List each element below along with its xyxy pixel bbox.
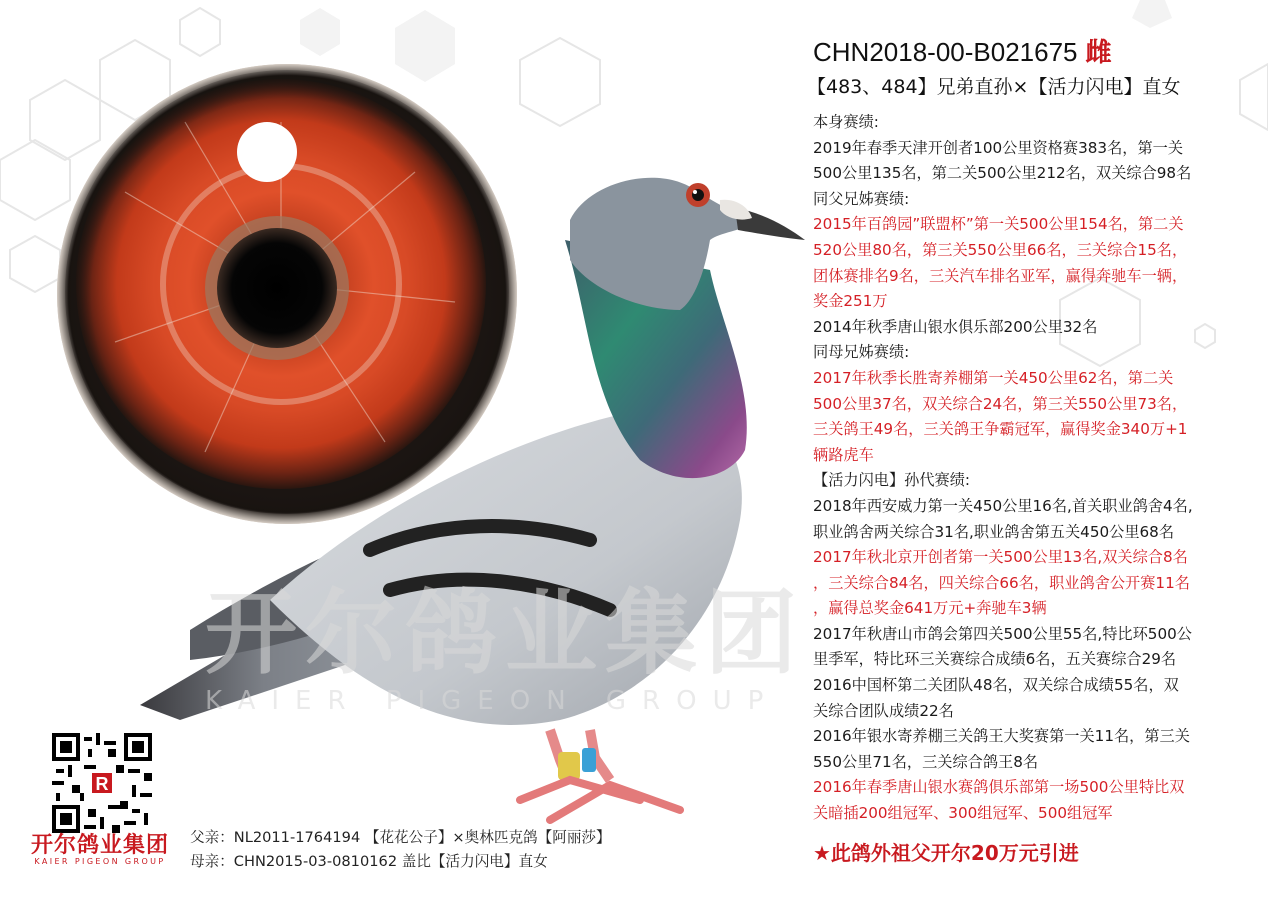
brand-name-en: KAIER PIGEON GROUP xyxy=(34,857,166,866)
info-panel xyxy=(807,34,1253,866)
record-line: ，三关综合84名，四关综合66名，职业鸽舍公开赛11名 xyxy=(813,573,1190,592)
record-line: 500公里135名，第二关500公里212名，双关综合98名 xyxy=(813,164,1192,183)
brand-name-cn: 开尔鸽业集团 xyxy=(30,833,169,858)
record-line: 520公里80名，第三关550公里66名，三关综合15名， xyxy=(813,240,1188,259)
record-line: 三关鸽王49名，三关鸽王争霸冠军，赢得奖金340万+1 xyxy=(813,420,1188,439)
pedigree-parents xyxy=(190,826,611,874)
record-line: 2016年银水寄养棚三关鸽王大奖赛第一关11名，第三关 xyxy=(813,727,1190,746)
record-line: 同父兄姊赛绩: xyxy=(813,189,910,208)
record-line: 500公里37名，双关综合24名，第三关550公里73名， xyxy=(813,394,1188,413)
record-line: 2017年秋季长胜寄养棚第一关450公里62名，第二关 xyxy=(813,368,1174,387)
record-line: 团体赛排名9名，三关汽车排名亚军，赢得奔驰车一辆， xyxy=(813,266,1188,285)
record-line: 职业鸽舍两关综合31名,职业鸽舍第五关450公里68名 xyxy=(813,522,1175,541)
lineage-subtitle: 【483、484】兄弟直孙×【活力闪电】直女 xyxy=(807,76,1181,98)
record-line: 2018年西安威力第一关450公里16名,首关职业鸽舍4名, xyxy=(813,496,1193,515)
record-line: 本身赛绩: xyxy=(813,113,879,131)
ring-number-line xyxy=(813,34,1253,70)
record-line: 2016年春季唐山银水赛鸽俱乐部第一场500公里特比双 xyxy=(813,778,1185,797)
record-line: 2019年春季天津开创者100公里资格赛383名，第一关 xyxy=(813,138,1184,157)
purchase-footnote: ★此鸽外祖父开尔20万元引进 xyxy=(813,840,1079,865)
record-line: 2017年秋北京开创者第一关500公里13名,双关综合8名 xyxy=(813,548,1188,567)
record-line: 关综合团队成绩22名 xyxy=(813,701,954,720)
qr-code xyxy=(52,733,152,833)
record-line: ，赢得总奖金641万元+奔驰车3辆 xyxy=(813,599,1047,618)
record-line: 同母兄姊赛绩: xyxy=(813,343,910,362)
record-line: 2017年秋唐山市鸽会第四关500公里55名,特比环500公 xyxy=(813,624,1192,643)
brand-logo xyxy=(20,828,180,866)
record-line: 奖金251万 xyxy=(813,292,888,311)
watermark-cn: 开尔鸽业集团 xyxy=(205,580,806,687)
watermark-en: KAIER PIGEON GROUP xyxy=(205,686,780,716)
mother-line: 母亲：CHN2015-03-0810162 盖比【活力闪电】直女 xyxy=(190,853,548,870)
record-line: 2016中国杯第二关团队48名，双关综合成绩55名，双 xyxy=(813,676,1179,695)
record-line: 【活力闪电】孙代赛绩: xyxy=(813,471,970,490)
record-line: 550公里71名，三关综合鸽王8名 xyxy=(813,752,1039,771)
record-line: 里季军，特比环三关赛综合成绩6名，五关赛综合29名 xyxy=(813,650,1177,669)
record-line: 2015年百鸽园”联盟杯”第一关500公里154名，第二关 xyxy=(813,215,1184,234)
watermark xyxy=(205,560,825,716)
race-records xyxy=(813,110,1253,827)
sex-label: 雌 xyxy=(1085,37,1112,67)
father-line: 父亲：NL2011-1764194 【花花公子】×奥林匹克鸽【阿丽莎】 xyxy=(190,829,611,846)
svg-text:R: R xyxy=(95,773,109,794)
record-line: 关暗插200组冠军、300组冠军、500组冠军 xyxy=(813,804,1113,823)
record-line: 辆路虎车 xyxy=(813,445,874,464)
record-line: 2014年秋季唐山银水俱乐部200公里32名 xyxy=(813,317,1098,336)
pigeon-photo xyxy=(120,160,820,840)
ring-number: CHN2018-00-B021675 xyxy=(813,37,1078,67)
